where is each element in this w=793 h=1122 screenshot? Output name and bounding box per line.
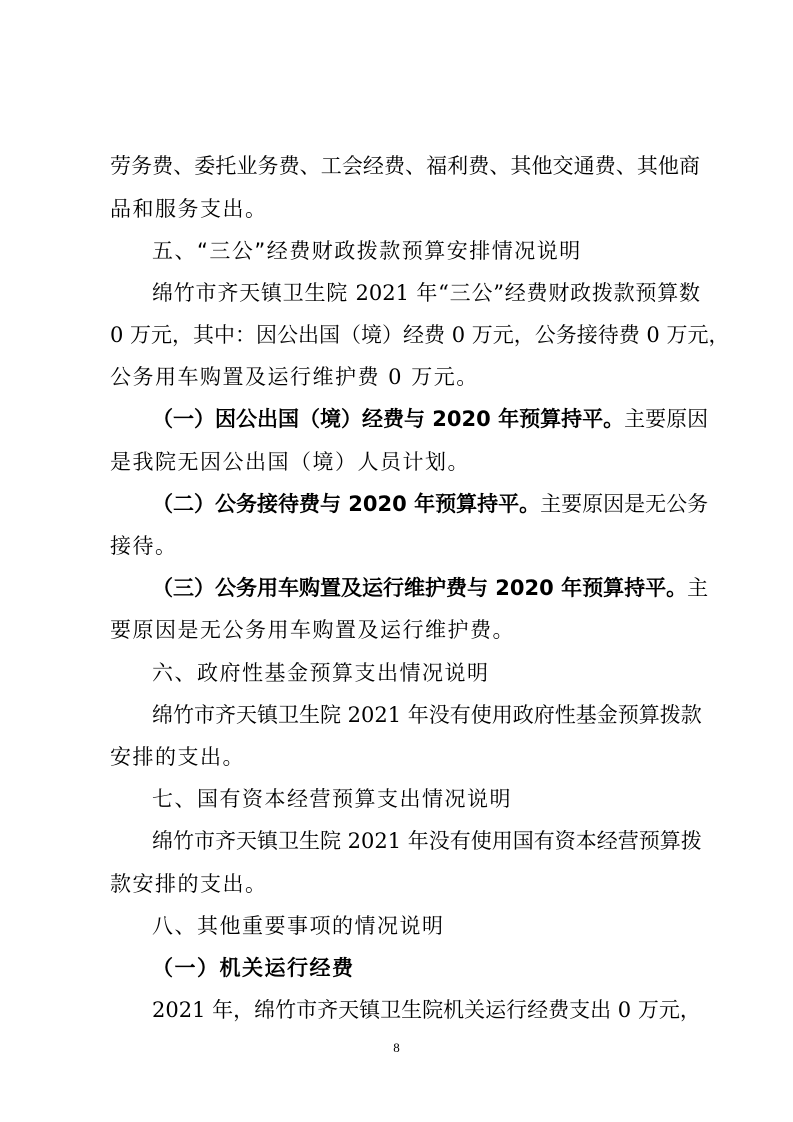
page-number: 8 — [393, 1040, 400, 1055]
body-text-line: 接待。 — [110, 534, 178, 558]
subsection-heading: （一）因公出国（境）经费与 2020 年预算持平。 — [152, 407, 625, 431]
section-heading: 六、政府性基金预算支出情况说明 — [152, 661, 490, 685]
body-text-line: 品和服务支出。 — [110, 197, 268, 221]
body-text: 主要原因 — [624, 407, 709, 431]
body-text-line: 公务用车购置及运行维护费 0 万元。 — [110, 365, 479, 389]
body-text-line: 要原因是无公务用车购置及运行维护费。 — [110, 618, 515, 642]
subsection-heading: （二）公务接待费与 2020 年预算持平。 — [152, 492, 541, 516]
section-heading: 五、“三公”经费财政拨款预算安排情况说明 — [152, 239, 582, 263]
body-text-line — [152, 406, 709, 432]
body-text-line — [152, 575, 709, 601]
body-text-line: 款安排的支出。 — [110, 872, 268, 896]
section-heading: 七、国有资本经营预算支出情况说明 — [152, 787, 512, 811]
body-text-line: 0 万元，其中：因公出国（境）经费 0 万元，公务接待费 0 万元， — [110, 323, 730, 347]
body-text: 主 — [687, 576, 709, 600]
body-text-line: 绵竹市齐天镇卫生院 2021 年没有使用政府性基金预算拨款 — [152, 703, 702, 727]
subsection-heading: （一）机关运行经费 — [152, 956, 355, 980]
body-text: 主要原因是无公务 — [540, 492, 709, 516]
body-text-line: 2021 年，绵竹市齐天镇卫生院机关运行经费支出 0 万元， — [152, 998, 701, 1022]
body-text-line: 绵竹市齐天镇卫生院 2021 年没有使用国有资本经营预算拨 — [152, 829, 702, 853]
body-text-line: 绵竹市齐天镇卫生院 2021 年“三公”经费财政拨款预算数 — [152, 281, 700, 305]
body-text-line: 是我院无因公出国（境）人员计划。 — [110, 450, 470, 474]
body-text-line: 安排的支出。 — [110, 745, 245, 769]
section-heading: 八、其他重要事项的情况说明 — [152, 914, 445, 938]
subsection-heading: （三）公务用车购置及运行维护费与 2020 年预算持平。 — [152, 576, 688, 600]
body-text-line — [152, 491, 709, 517]
body-text-line: 劳务费、委托业务费、工会经费、福利费、其他交通费、其他商 — [110, 154, 700, 178]
